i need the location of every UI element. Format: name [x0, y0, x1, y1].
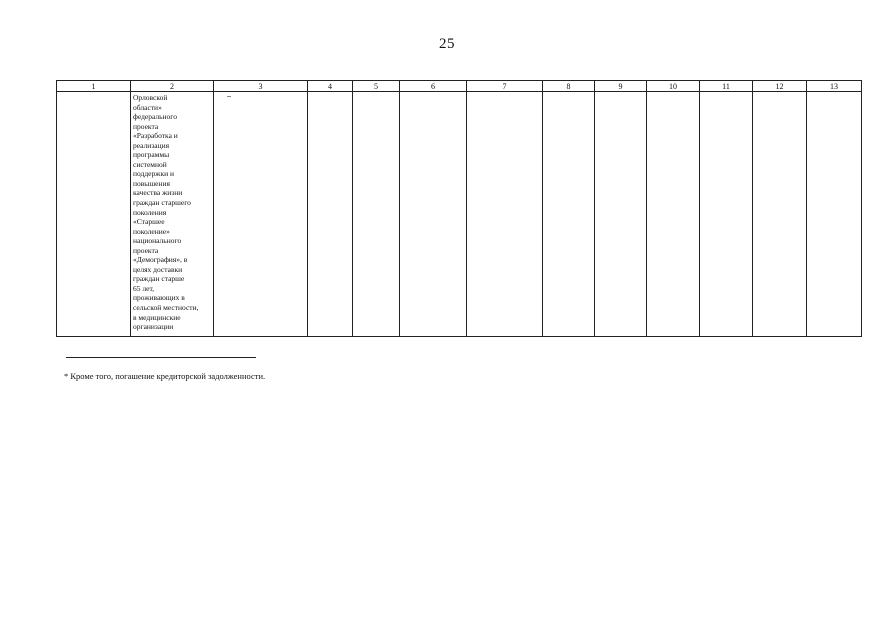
column-header-8: 8 [543, 81, 595, 92]
table-cell-3 [214, 92, 308, 337]
table-cell-5 [353, 92, 400, 337]
table-cell-8 [543, 92, 595, 337]
table-cell-9 [595, 92, 647, 337]
column-header-6: 6 [400, 81, 467, 92]
column-header-12: 12 [753, 81, 807, 92]
column-header-10: 10 [647, 81, 700, 92]
table-cell-2 [131, 92, 214, 337]
table-cell-11 [700, 92, 753, 337]
cell-text [308, 92, 352, 93]
cell-text [543, 92, 594, 93]
table-cell-6 [400, 92, 467, 337]
column-header-1: 1 [57, 81, 131, 92]
footnote-text: * Кроме того, погашение кредиторской задолженности. [64, 371, 266, 381]
cell-text [753, 92, 806, 93]
cell-text [807, 92, 861, 93]
column-header-3: 3 [214, 81, 308, 92]
cell-text [700, 92, 752, 93]
table-cell-10 [647, 92, 700, 337]
cell-text [595, 92, 646, 93]
column-header-9: 9 [595, 81, 647, 92]
cell-text: Орловской области» федерального проекта «Разработка и реализация программы системной поддержки и повышения качества жизни граждан старшего поколения «Старшее поколение» национального проекта «Демография», в целях доставки граждан старше 65 лет, проживающих в сельской местности, в медицинские организации [133, 93, 199, 332]
table-cell-13 [807, 92, 862, 337]
table-cell-1 [57, 92, 131, 337]
cell-text [647, 92, 699, 93]
column-header-2: 2 [131, 81, 214, 92]
table-cell-7 [467, 92, 543, 337]
column-header-7: 7 [467, 81, 543, 92]
footnote-divider [66, 357, 256, 358]
column-header-11: 11 [700, 81, 753, 92]
table-row [57, 92, 862, 337]
column-header-4: 4 [308, 81, 353, 92]
cell-text [400, 92, 466, 93]
cell-text [467, 92, 542, 93]
column-header-5: 5 [353, 81, 400, 92]
scan-mark [227, 96, 231, 97]
page-number: 25 [439, 36, 455, 52]
table-cell-12 [753, 92, 807, 337]
data-table [56, 80, 862, 337]
column-header-13: 13 [807, 81, 862, 92]
cell-text [214, 92, 307, 93]
table-cell-4 [308, 92, 353, 337]
cell-text [353, 92, 399, 93]
cell-text [57, 92, 130, 93]
table-header-row [57, 81, 862, 92]
